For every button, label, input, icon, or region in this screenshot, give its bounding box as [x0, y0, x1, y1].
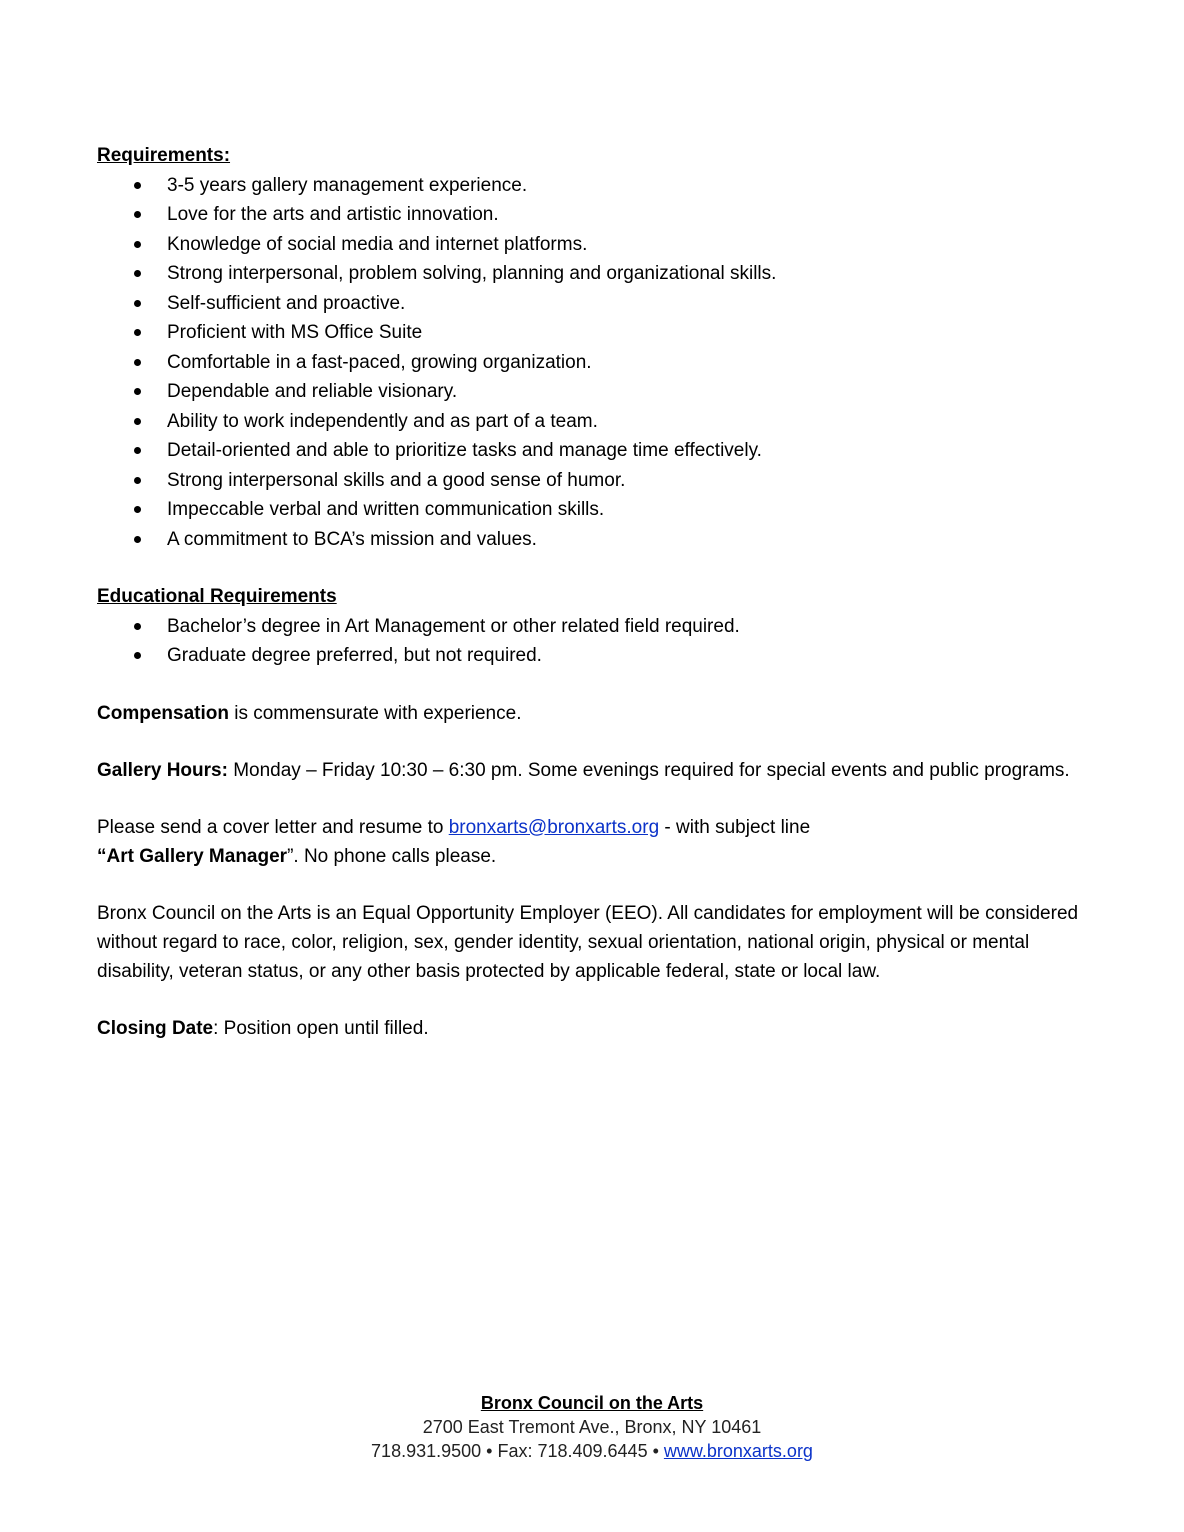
bullet-icon [134, 418, 141, 425]
gallery-hours-label: Gallery Hours: [97, 759, 228, 781]
list-item [97, 466, 1097, 496]
list-item [97, 259, 1097, 289]
list-item-text: A commitment to BCA’s mission and values. [167, 528, 537, 550]
list-item [97, 200, 1097, 230]
list-item-text: Knowledge of social media and internet platforms. [167, 233, 588, 255]
list-item-text: Proficient with MS Office Suite [167, 322, 423, 343]
list-item [97, 436, 1097, 466]
list-item-text: Detail-oriented and able to prioritize tasks and manage time effectively. [167, 440, 762, 461]
spacer [97, 671, 1097, 699]
list-item-text: Graduate degree preferred, but not required. [167, 645, 542, 666]
footer-phone-fax: 718.931.9500 • Fax: 718.409.6445 • [371, 1441, 664, 1461]
list-item [97, 495, 1097, 525]
bullet-icon [134, 241, 141, 248]
education-list [97, 612, 1097, 671]
bullet-icon [134, 536, 141, 543]
spacer [97, 554, 1097, 582]
bullet-icon [134, 359, 141, 366]
footer-org-name: Bronx Council on the Arts [480, 1393, 704, 1413]
list-item [97, 407, 1097, 437]
list-item [97, 641, 1097, 671]
bullet-icon [134, 329, 141, 336]
bullet-icon [134, 652, 141, 659]
bullet-icon [134, 447, 141, 454]
bullet-icon [134, 182, 141, 189]
list-item [97, 348, 1097, 378]
requirements-list [97, 171, 1097, 555]
gallery-hours-paragraph [97, 756, 1097, 785]
list-item-text: Impeccable verbal and written communication skills. [167, 499, 605, 520]
list-item-text: Comfortable in a fast-paced, growing organization. [167, 351, 592, 373]
list-item [97, 377, 1097, 407]
spacer [97, 871, 1097, 899]
list-item-text: Dependable and reliable visionary. [167, 381, 458, 402]
gallery-hours-text: Monday – Friday 10:30 – 6:30 pm. Some evenings required for special events and public programs. [227, 759, 1070, 781]
closing-date-label: Closing Date [97, 1017, 214, 1039]
list-item-text: Self-sufficient and proactive. [167, 292, 406, 314]
requirements-heading: Requirements: [97, 145, 231, 166]
footer-contact [0, 1439, 1184, 1463]
bullet-icon [134, 211, 141, 218]
list-item-text: Strong interpersonal, problem solving, planning and organizational skills. [167, 263, 777, 284]
list-item-text: 3-5 years gallery management experience. [167, 174, 528, 196]
email-link[interactable]: bronxarts@bronxarts.org [448, 816, 660, 838]
list-item [97, 525, 1097, 555]
list-item [97, 318, 1097, 348]
bullet-icon [134, 477, 141, 484]
list-item [97, 612, 1097, 642]
document-body [97, 141, 1097, 1043]
eeo-paragraph: Bronx Council on the Arts is an Equal Opportunity Employer (EEO). All candidates for employment will be considered without regard to race, color, religion, sex, gender identity, sexual orientation, national origin, physical or mental disability, veteran status, or any other basis protected by applicable federal, state or local law. [97, 902, 1079, 982]
spacer [97, 785, 1097, 813]
list-item-text: Ability to work independently and as part of a team. [167, 410, 598, 432]
apply-after-subject: ”. No phone calls please. [287, 845, 497, 867]
bullet-icon [134, 270, 141, 277]
bullet-icon [134, 300, 141, 307]
bullet-icon [134, 388, 141, 395]
compensation-paragraph [97, 699, 1097, 728]
education-heading: Educational Requirements [97, 586, 337, 607]
list-item [97, 230, 1097, 260]
list-item [97, 171, 1097, 201]
spacer [97, 728, 1097, 756]
bullet-icon [134, 623, 141, 630]
apply-prefix: Please send a cover letter and resume to [97, 816, 449, 838]
list-item-text: Love for the arts and artistic innovation. [167, 204, 499, 225]
closing-date-text: : Position open until filled. [213, 1017, 429, 1039]
apply-suffix: - with subject line [659, 816, 811, 838]
bullet-icon [134, 506, 141, 513]
website-link[interactable]: www.bronxarts.org [663, 1441, 813, 1461]
footer-address: 2700 East Tremont Ave., Bronx, NY 10461 [422, 1417, 762, 1437]
spacer [97, 986, 1097, 1014]
subject-line: “Art Gallery Manager [97, 845, 288, 867]
list-item-text: Bachelor’s degree in Art Management or other related field required. [167, 615, 740, 637]
list-item [97, 289, 1097, 319]
compensation-label: Compensation [97, 702, 229, 724]
closing-date-paragraph [97, 1014, 1097, 1043]
list-item-text: Strong interpersonal skills and a good sense of humor. [167, 469, 626, 491]
footer [0, 1391, 1184, 1463]
compensation-text: is commensurate with experience. [228, 702, 522, 724]
apply-paragraph [97, 813, 1097, 871]
